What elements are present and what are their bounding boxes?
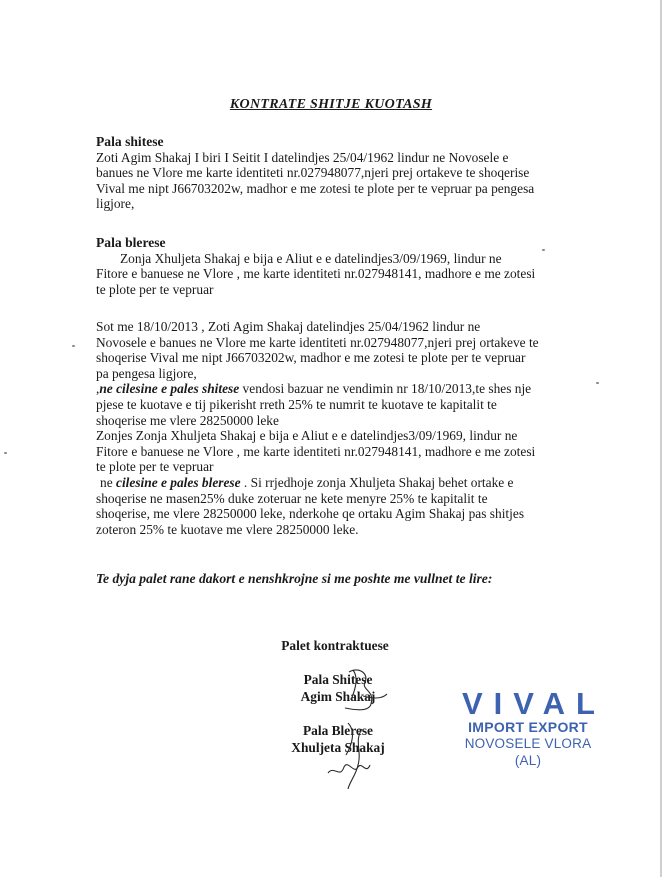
scan-speck <box>4 452 7 454</box>
body-line: te plote per te vepruar <box>96 459 214 475</box>
buyer-heading: Pala blerese <box>96 235 166 250</box>
contract-body <box>96 319 616 537</box>
scan-speck <box>542 249 545 251</box>
seller-line: banues ne Vlore me karte identiteti nr.027948077,njeri prej ortakeve te shoqerise <box>96 165 530 181</box>
body-line <box>96 475 616 491</box>
scan-speck <box>596 382 599 384</box>
body-line: pa pengesa ligjore, <box>96 365 197 381</box>
body-text: vendosi bazuar ne vendimin nr 18/10/2013,te shes nje <box>239 381 532 397</box>
buyer-name-label: Xhuljeta Shakaj <box>291 740 385 755</box>
body-line: shoqerise ne masen25% duke zoteruar ne kete menyre 25% te kapitalit te <box>96 490 488 506</box>
body-line: pjese te kuotave e tij pikerisht rreth 25% te numrit te kuotave te kapitalit te <box>96 396 497 412</box>
body-line: Fitore e banuese ne Vlore , me karte identiteti nr.027948141, madhore e me zotesi <box>96 443 536 459</box>
body-line: zoteron 25% te kuotave me vlere 28250000 leke. <box>96 521 359 537</box>
document-title: KONTRATE SHITJE KUOTASH <box>229 97 433 112</box>
buyer-role-label: Pala Blerese <box>302 723 374 738</box>
body-line: Zonjes Zonja Xhuljeta Shakaj e bija e Aliut e e datelindjes3/09/1969, lindur ne <box>96 428 518 444</box>
seller-line: Vival me nipt J66703202w, madhor e me zotesi te plote per te vepruar pa pengesa <box>96 180 535 196</box>
seller-capacity-phrase: ne cilesine e pales shitese <box>99 381 240 397</box>
seller-role-label: Pala Shitese <box>303 672 373 687</box>
buyer-line: Zonja Xhuljeta Shakaj e bija e Aliut e e datelindjes3/09/1969, lindur ne <box>120 250 502 266</box>
seller-name-label: Agim Shakaj <box>300 689 376 704</box>
buyer-line: Fitore e banuese ne Vlore , me karte identiteti nr.027948141, madhore e me zotesi <box>96 266 536 282</box>
body-line: shoqerise, me vlere 28250000 leke, nderkohe qe ortaku Agim Shakaj pas shitjes <box>96 506 525 522</box>
body-prefix: , <box>96 381 100 397</box>
body-text: . Si rrjedhoje zonja Xhuljeta Shakaj behet ortake e <box>240 474 514 490</box>
seller-section <box>96 134 616 212</box>
stamp-brand: VIVAL <box>462 686 606 721</box>
seller-line: ligjore, <box>96 196 135 212</box>
scan-speck <box>72 345 75 347</box>
body-prefix: ne <box>100 474 116 490</box>
seller-line: Zoti Agim Shakaj I biri I Seitit I datelindjes 25/04/1962 lindur ne Novosele e <box>96 149 509 165</box>
signatures-heading: Palet kontraktuese <box>281 638 389 653</box>
closing-statement: Te dyja palet rane dakort e nenshkrojne si me poshte me vullnet te lire: <box>96 571 493 586</box>
body-line: Sot me 18/10/2013 , Zoti Agim Shakaj datelindjes 25/04/1962 lindur ne <box>96 319 481 334</box>
stamp-subtitle: IMPORT EXPORT <box>468 719 588 735</box>
buyer-line: te plote per te vepruar <box>96 281 214 297</box>
seller-signature <box>325 660 395 720</box>
buyer-signature <box>318 715 398 795</box>
body-line: shoqerise Vival me nipt J66703202w, madhor e me zotesi te plote per te vepruar <box>96 350 526 366</box>
buyer-section <box>96 235 616 297</box>
body-line <box>96 381 616 397</box>
seller-heading: Pala shitese <box>96 134 164 149</box>
body-line: Novosele e banues ne Vlore me karte identiteti nr.027948077,njeri prej ortakeve te <box>96 334 539 350</box>
stamp-location: NOVOSELE VLORA (AL) <box>464 736 592 768</box>
company-stamp <box>452 688 604 769</box>
body-line: shoqerise me vlere 28250000 leke <box>96 412 279 428</box>
buyer-capacity-phrase: cilesine e pales blerese <box>116 474 241 490</box>
